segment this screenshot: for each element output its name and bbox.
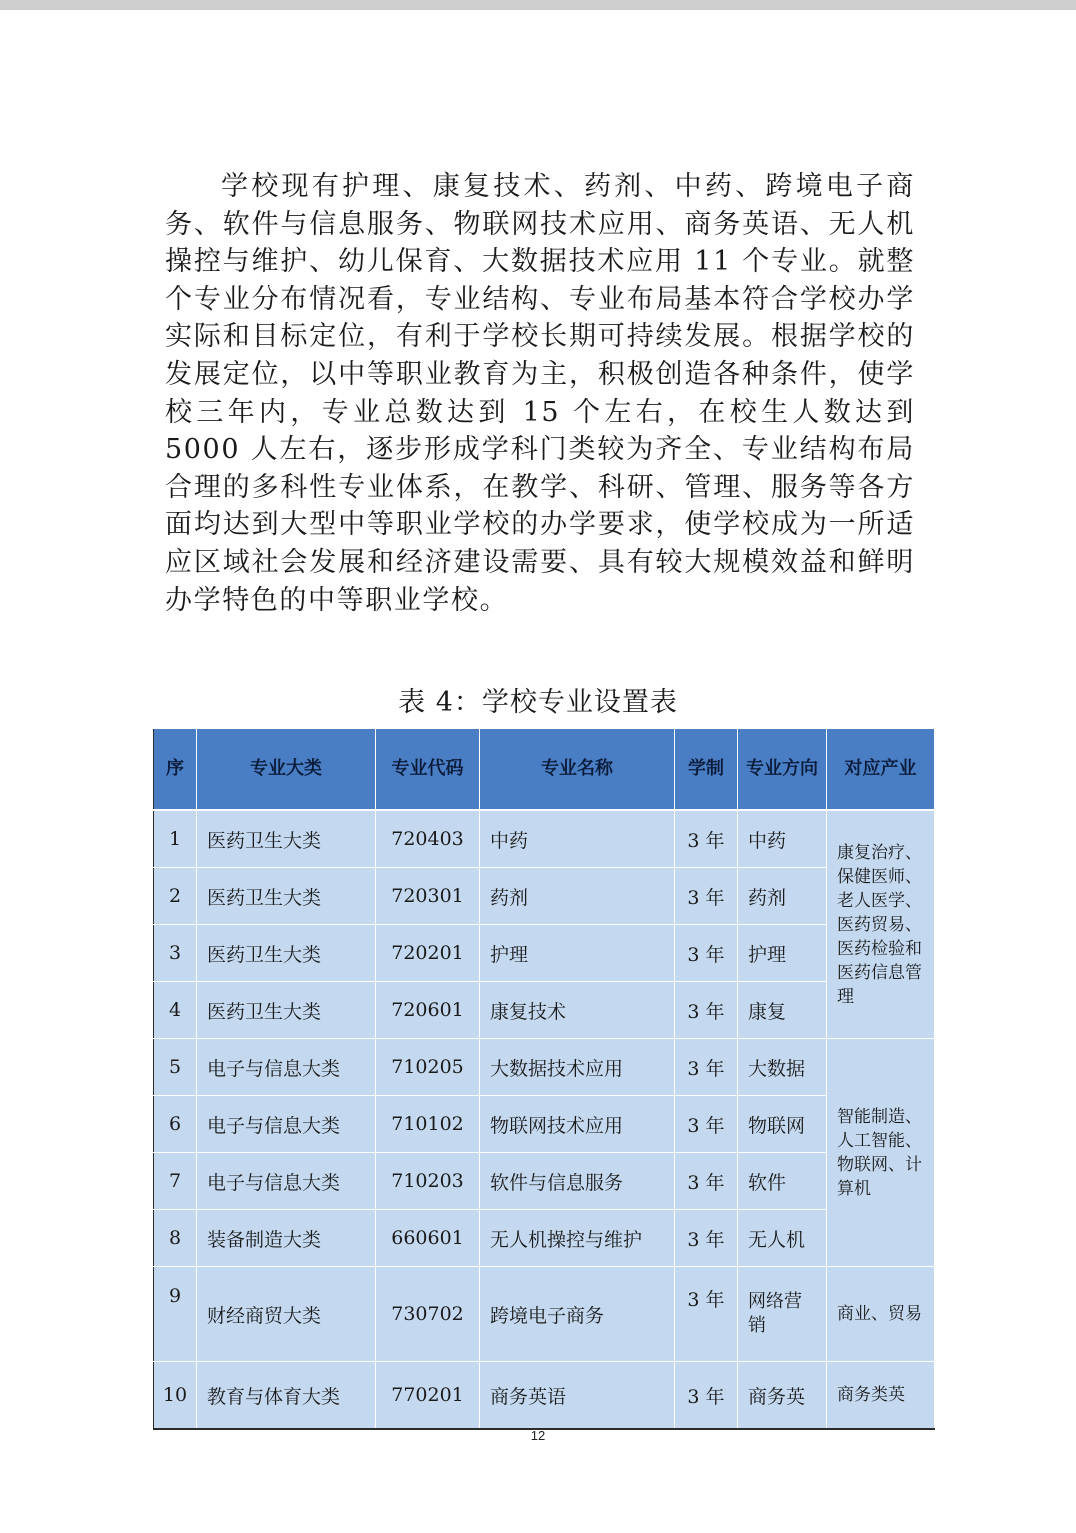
cell-category: 财经商贸大类 [197,1267,376,1362]
cell-duration: 3 年 [675,1267,738,1362]
table-row [154,810,935,868]
header-name: 专业名称 [480,729,675,811]
cell-industry-english: 商务类英 [827,1362,935,1430]
cell-name: 跨境电子商务 [480,1267,675,1362]
table-row [154,1362,935,1430]
header-seq: 序 [154,729,197,811]
top-bar [0,0,1076,10]
cell-category: 电子与信息大类 [197,1039,376,1096]
cell-category: 电子与信息大类 [197,1096,376,1153]
cell-seq: 5 [154,1039,197,1096]
cell-name: 软件与信息服务 [480,1153,675,1210]
cell-category: 医药卫生大类 [197,925,376,982]
cell-duration: 3 年 [675,1153,738,1210]
cell-direction: 大数据 [738,1039,827,1096]
cell-direction: 软件 [738,1153,827,1210]
cell-industry-tech: 智能制造、人工智能、物联网、计算机 [827,1039,935,1267]
cell-code: 710205 [376,1039,480,1096]
cell-category: 医药卫生大类 [197,868,376,925]
table-row [154,1153,935,1210]
cell-category: 装备制造大类 [197,1210,376,1267]
cell-name: 康复技术 [480,982,675,1039]
cell-seq: 1 [154,810,197,868]
table-row [154,1096,935,1153]
cell-industry-medical: 康复治疗、保健医师、老人医学、医药贸易、医药检验和医药信息管理 [827,810,935,1039]
cell-code: 730702 [376,1267,480,1362]
cell-code: 720601 [376,982,480,1039]
header-direction: 专业方向 [738,729,827,811]
table-caption: 表 4：学校专业设置表 [398,687,678,718]
cell-code: 720301 [376,868,480,925]
header-industry: 对应产业 [827,729,935,811]
table-row [154,1039,935,1096]
cell-category: 医药卫生大类 [197,982,376,1039]
cell-code: 720201 [376,925,480,982]
cell-category: 电子与信息大类 [197,1153,376,1210]
cell-code: 720403 [376,810,480,868]
cell-direction: 商务英 [738,1362,827,1430]
cell-category: 教育与体育大类 [197,1362,376,1430]
cell-name: 护理 [480,925,675,982]
cell-code: 770201 [376,1362,480,1430]
cell-seq: 4 [154,982,197,1039]
cell-duration: 3 年 [675,982,738,1039]
cell-seq: 10 [154,1362,197,1430]
cell-seq: 8 [154,1210,197,1267]
cell-seq: 3 [154,925,197,982]
cell-direction: 物联网 [738,1096,827,1153]
cell-name: 大数据技术应用 [480,1039,675,1096]
cell-duration: 3 年 [675,868,738,925]
cell-duration: 3 年 [675,810,738,868]
cell-duration: 3 年 [675,1210,738,1267]
table-row [154,982,935,1039]
cell-direction: 无人机 [738,1210,827,1267]
cell-direction: 药剂 [738,868,827,925]
table-row [154,1210,935,1267]
cell-seq: 6 [154,1096,197,1153]
cell-code: 660601 [376,1210,480,1267]
major-settings-table [153,728,935,1430]
cell-category: 医药卫生大类 [197,810,376,868]
table-row [154,868,935,925]
cell-code: 710203 [376,1153,480,1210]
table-row [154,925,935,982]
cell-seq: 2 [154,868,197,925]
cell-industry-commerce: 商业、贸易 [827,1267,935,1362]
header-duration: 学制 [675,729,738,811]
page-number: 12 [530,1428,546,1443]
cell-direction: 中药 [738,810,827,868]
header-code: 专业代码 [376,729,480,811]
cell-seq: 7 [154,1153,197,1210]
cell-code: 710102 [376,1096,480,1153]
cell-name: 中药 [480,810,675,868]
cell-name: 药剂 [480,868,675,925]
cell-name: 商务英语 [480,1362,675,1430]
cell-duration: 3 年 [675,925,738,982]
cell-duration: 3 年 [675,1039,738,1096]
cell-direction: 康复 [738,982,827,1039]
cell-name: 物联网技术应用 [480,1096,675,1153]
cell-direction: 网络营销 [738,1267,827,1362]
cell-duration: 3 年 [675,1362,738,1430]
cell-seq: 9 [154,1267,197,1362]
table-row [154,1267,935,1362]
header-category: 专业大类 [197,729,376,811]
cell-duration: 3 年 [675,1096,738,1153]
cell-direction: 护理 [738,925,827,982]
cell-name: 无人机操控与维护 [480,1210,675,1267]
table-header-row [154,729,935,811]
body-paragraph: 学校现有护理、康复技术、药剂、中药、跨境电子商务、软件与信息服务、物联网技术应用、商务英语、无人机操控与维护、幼儿保育、大数据技术应用 11 个专业。就整个专业分布情况看，专业结构、专业布局基本符合学校办学实际和目标定位，有利于学校长期可持续发展。根据学校的发展定位，以中等职业教育为主，积极创造各种条件，使学校三年内，专业总数达到 15 个左右，在校生人数达到 5000 人左右，逐步形成学科门类较为齐全、专业结构布局合理的多科性专业体系，在教学、科研、管理、服务等各方面均达到大型中等职业学校的办学要求，使学校成为一所适应区域社会发展和经济建设需要、具有较大规模效益和鲜明办学特色的中等职业学校。 [165,171,915,616]
